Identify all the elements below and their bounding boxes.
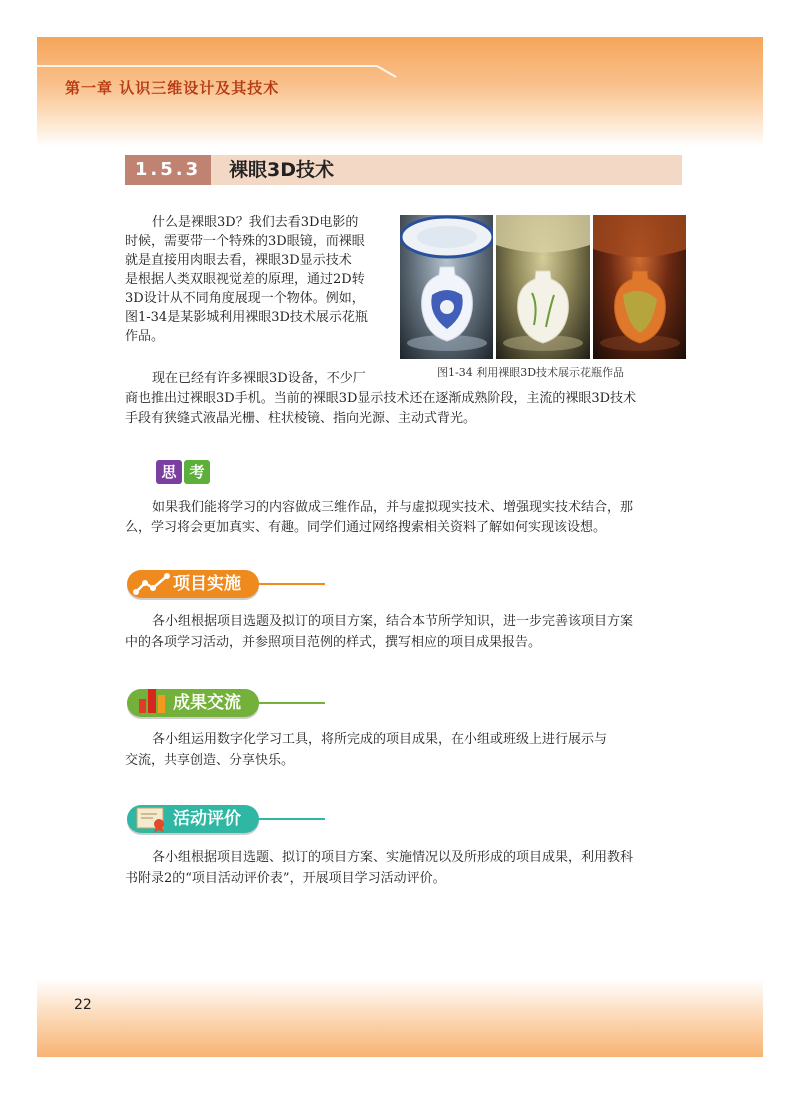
page-number: 22 [74, 997, 92, 1013]
think-badge [156, 460, 210, 484]
think-line-1: 如果我们能将学习的内容做成三维作品，并与虚拟现实技术、增强现实技术结合，那 [152, 500, 634, 515]
devices-line-2: 商也推出过裸眼3D手机。当前的裸眼3D显示技术还在逐渐成熟阶段，主流的裸眼3D技术 [125, 391, 637, 406]
project-impl-pill [127, 570, 259, 598]
intro-line-4: 是根据人类双眼视觉差的原理，通过2D转 [125, 272, 365, 287]
think-char-1: 思 [156, 460, 182, 484]
activity-eval-badge [127, 805, 325, 833]
intro-line-1: 什么是裸眼3D？我们去看3D电影的 [152, 215, 359, 230]
activity-eval-pill [127, 805, 259, 833]
certificate-icon [135, 805, 169, 833]
project-impl-badge [127, 570, 325, 598]
bar-chart-icon [137, 685, 169, 715]
intro-line-3: 就是直接用肉眼去看，裸眼3D显示技术 [125, 253, 352, 268]
line-chart-icon [133, 572, 173, 596]
results-exchange-rule [255, 702, 325, 704]
vase-photo [400, 215, 686, 359]
header-rule-tail [377, 65, 397, 78]
page-header [37, 37, 763, 147]
activity-eval-line-1: 各小组根据项目选题、拟订的项目方案、实施情况以及所形成的项目成果，利用教科 [152, 850, 634, 865]
results-exchange-line-1: 各小组运用数字化学习工具，将所完成的项目成果，在小组或班级上进行展示与 [152, 732, 608, 747]
section-title: 裸眼3D技术 [229, 159, 334, 181]
vase-photo-panel-blue-white [400, 215, 493, 359]
vase-photo-panel-white [496, 215, 589, 359]
page [37, 37, 763, 1057]
project-impl-rule [255, 583, 325, 585]
figure-caption: 图1-34 利用裸眼3D技术展示花瓶作品 [437, 366, 625, 379]
results-exchange-label: 成果交流 [173, 693, 241, 713]
results-exchange-pill [127, 689, 259, 717]
section-number: 1.5.3 [125, 155, 211, 185]
project-impl-label: 项目实施 [173, 574, 241, 594]
activity-eval-rule [255, 818, 325, 820]
chapter-title: 第一章 认识三维设计及其技术 [65, 79, 280, 97]
activity-eval-label: 活动评价 [173, 809, 241, 829]
results-exchange-line-2: 交流，共享创造、分享快乐。 [125, 753, 295, 768]
section-heading [125, 155, 682, 185]
header-rule [37, 65, 377, 67]
project-impl-line-2: 中的各项学习活动，并参照项目范例的样式，撰写相应的项目成果报告。 [125, 635, 542, 650]
think-char-2: 考 [184, 460, 210, 484]
vase-photo-panel-red [593, 215, 686, 359]
devices-line-1: 现在已经有许多裸眼3D设备，不少厂 [152, 371, 366, 386]
intro-line-6: 图1-34是某影城利用裸眼3D技术展示花瓶 [125, 310, 368, 325]
intro-line-2: 时候，需要带一个特殊的3D眼镜，而裸眼 [125, 234, 365, 249]
intro-line-7: 作品。 [125, 329, 165, 344]
results-exchange-badge [127, 689, 325, 717]
project-impl-line-1: 各小组根据项目选题及拟订的项目方案，结合本节所学知识，进一步完善该项目方案 [152, 614, 634, 629]
intro-line-5: 3D设计从不同角度展现一个物体。例如， [125, 291, 365, 306]
page-footer [37, 979, 763, 1057]
think-line-2: 么，学习将会更加真实、有趣。同学们通过网络搜索相关资料了解如何实现该设想。 [125, 520, 607, 535]
devices-line-3: 手段有狭缝式液晶光栅、柱状棱镜、指向光源、主动式背光。 [125, 411, 477, 426]
activity-eval-line-2: 书附录2的“项目活动评价表”，开展项目学习活动评价。 [125, 871, 446, 886]
